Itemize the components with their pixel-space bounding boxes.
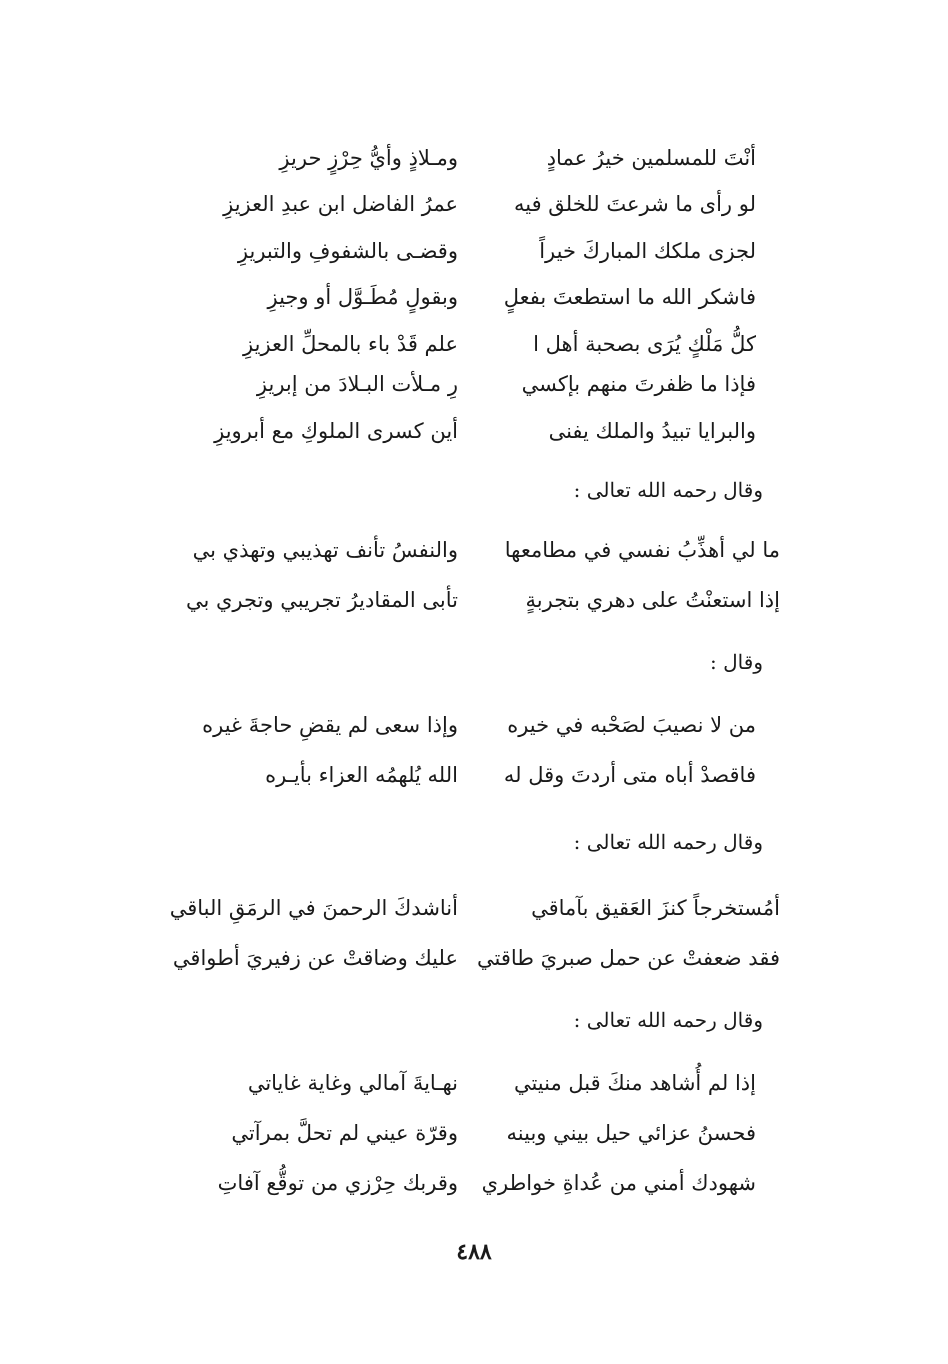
- verse-first-hemistich: لجزى ملكك المباركَ خيراً: [539, 239, 756, 263]
- verse-first-hemistich: من لا نصيبَ لصَحْبه في خيره: [507, 713, 756, 737]
- verse-first-hemistich: فحسنُ عزائي حيل بيني وبينه: [506, 1121, 756, 1145]
- verse-second-hemistich: أين كسرى الملوكِ مع أبرويزِ: [214, 419, 458, 443]
- verse-second-hemistich: الله يُلهمُه العزاء بأيـره: [265, 763, 458, 787]
- verse-second-hemistich: علم قَدْ باء بالمحلِّ العزيزِ: [243, 332, 458, 356]
- section-heading: وقال رحمه الله تعالى :: [573, 830, 763, 854]
- section-heading: وقال :: [710, 650, 763, 674]
- verse-first-hemistich: ما لي أهذِّبُ نفسي في مطامعها: [504, 538, 780, 562]
- verse-second-hemistich: رِ مـلأت البـلادَ من إبريزِ: [256, 372, 458, 396]
- section-heading: وقال رحمه الله تعالى :: [573, 1008, 763, 1032]
- verse-first-hemistich: فإذا ما ظفرتَ منهم بإكسي: [521, 372, 756, 396]
- verse-second-hemistich: وبقولٍ مُطَـوَّل أو وجيزِ: [267, 285, 458, 309]
- verse-first-hemistich: إذا استعنْتُ على دهري بتجربةٍ: [525, 588, 780, 612]
- verse-first-hemistich: إذا لم أُشاهد منكَ قبل منيتي: [513, 1071, 756, 1095]
- verse-second-hemistich: وقرّة عيني لم تحلَّ بمرآتي: [231, 1121, 458, 1145]
- verse-first-hemistich: أنْتَ للمسلمين خيرُ عمادٍ: [546, 146, 756, 170]
- section-heading: وقال رحمه الله تعالى :: [573, 478, 763, 502]
- verse-first-hemistich: لو رأى ما شرعتَ للخلق فيه: [513, 192, 756, 216]
- verse-second-hemistich: عمرُ الفاضل ابن عبدِ العزيزِ: [223, 192, 458, 216]
- verse-first-hemistich: أمُستخرجاً كنزَ العَقيق بآماقي: [531, 896, 780, 920]
- verse-second-hemistich: والنفسُ تأنف تهذيبي وتهذي بي: [192, 538, 458, 562]
- verse-first-hemistich: فاقصدْ أباه متى أردتَ وقل له: [503, 763, 756, 787]
- verse-second-hemistich: تأبى المقاديرُ تجريبي وتجري بي: [185, 588, 458, 612]
- verse-second-hemistich: نهـايةَ آمالي وغاية غاياتي: [247, 1071, 458, 1095]
- verse-first-hemistich: شهودك أمني من عُداةِ خواطري: [481, 1171, 756, 1195]
- verse-second-hemistich: وقضـى بالشفوفِ والتبريزِ: [237, 239, 458, 263]
- verse-second-hemistich: ومـلاذٍ وأيُّ حِرْزٍ حريزِ: [279, 146, 458, 170]
- verse-second-hemistich: وقربك حِرْزي من توقُّع آفاتِ: [217, 1171, 458, 1195]
- verse-first-hemistich: والبرايا تبيدُ والملك يفنى: [548, 419, 756, 443]
- verse-first-hemistich: فاشكر الله ما استطعتَ بفعلٍ: [503, 285, 756, 309]
- verse-first-hemistich: كلُّ مَلْكٍ يُرَى بصحبة أهل ا: [533, 332, 756, 356]
- verse-second-hemistich: عليك وضاقتْ عن زفيريَ أطواقي: [172, 946, 458, 970]
- verse-first-hemistich: فقد ضعفتْ عن حمل صبريَ طاقتي: [477, 946, 780, 970]
- page-number: ٤٨٨: [456, 1239, 492, 1265]
- verse-second-hemistich: أناشدكَ الرحمنَ في الرمَقِ الباقي: [169, 896, 458, 920]
- verse-second-hemistich: وإذا سعى لم يقضِ حاجةَ غيره: [202, 713, 458, 737]
